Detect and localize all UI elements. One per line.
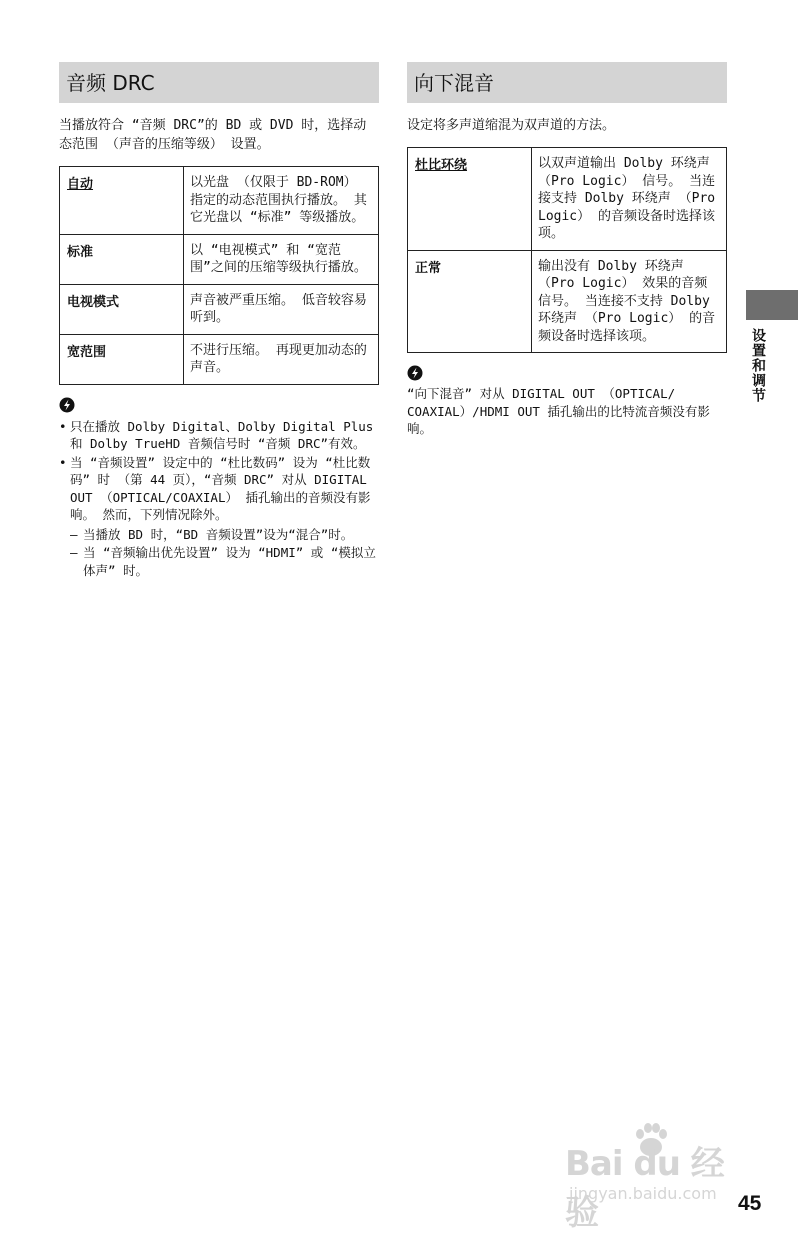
note-icon	[59, 397, 75, 413]
table-row	[60, 334, 379, 384]
option-desc: 声音被严重压缩。 低音较容易听到。	[184, 284, 379, 334]
downmix-note: “向下混音” 对从 DIGITAL OUT （OPTICAL/ COAXIAL）/HDMI OUT 插孔输出的比特流音频没有影响。	[407, 386, 710, 436]
baidu-watermark	[565, 1120, 745, 1233]
downmix-title: 向下混音	[407, 62, 727, 103]
note-text: 当 “音频设置” 设定中的 “杜比数码” 设为 “杜比数码” 时 （第 44 页），“音频 DRC” 对从 DIGITAL OUT （OPTICAL/COAXIAL） 插孔输出的音频没有影响。 然而，下列情况除外。	[70, 454, 371, 522]
option-key: 宽范围	[67, 344, 107, 360]
option-key: 自动	[67, 177, 94, 192]
list-item: • 只在播放 Dolby Digital、Dolby Digital Plus 和 Dolby TrueHD 音频信号时 “音频 DRC”有效。	[59, 418, 379, 453]
table-row	[408, 148, 727, 251]
drc-subnotes	[70, 526, 379, 580]
option-key: 标准	[67, 244, 94, 260]
option-desc: 以光盘 （仅限于 BD-ROM） 指定的动态范围执行播放。 其它光盘以 “标准” 等级播放。	[184, 167, 379, 235]
option-key: 杜比环绕	[415, 158, 468, 173]
table-row	[60, 167, 379, 235]
option-key: 电视模式	[67, 294, 120, 310]
sub-list-item: – 当 “音频输出优先设置” 设为 “HDMI” 或 “模拟立体声” 时。	[70, 544, 379, 579]
downmix-intro: 设定将多声道缩混为双声道的方法。	[407, 118, 616, 133]
note-icon	[407, 365, 423, 381]
side-tab-label: 设置和调节	[750, 328, 766, 403]
list-item	[59, 454, 379, 580]
table-row	[60, 284, 379, 334]
drc-options-table	[59, 166, 379, 385]
drc-title: 音频 DRC	[59, 62, 379, 103]
option-desc: 输出没有 Dolby 环绕声 （Pro Logic） 效果的音频信号。 当连接不支持 Dolby 环绕声 （Pro Logic） 的音频设备时选择该项。	[532, 250, 727, 353]
option-desc: 以 “电视模式” 和 “宽范围”之间的压缩等级执行播放。	[184, 234, 379, 284]
drc-intro: 当播放符合 “音频 DRC”的 BD 或 DVD 时，选择动态范围 （声音的压缩等级） 设置。	[59, 118, 367, 152]
option-key: 正常	[415, 260, 442, 276]
side-tab-marker	[746, 290, 798, 320]
downmix-section	[407, 62, 727, 438]
watermark-url: jingyan.baidu.com	[569, 1184, 717, 1203]
drc-notes	[59, 418, 379, 580]
page-number: 45	[738, 1192, 762, 1215]
table-row	[408, 250, 727, 353]
option-desc: 不进行压缩。 再现更加动态的声音。	[184, 334, 379, 384]
drc-section	[59, 62, 379, 580]
watermark-brand: Bai du 经验	[565, 1144, 724, 1233]
table-row	[60, 234, 379, 284]
sub-list-item: – 当播放 BD 时，“BD 音频设置”设为“混合”时。	[70, 526, 379, 544]
downmix-options-table	[407, 147, 727, 353]
option-desc: 以双声道输出 Dolby 环绕声 （Pro Logic） 信号。 当连接支持 Dolby 环绕声 （Pro Logic） 的音频设备时选择该项。	[532, 148, 727, 251]
